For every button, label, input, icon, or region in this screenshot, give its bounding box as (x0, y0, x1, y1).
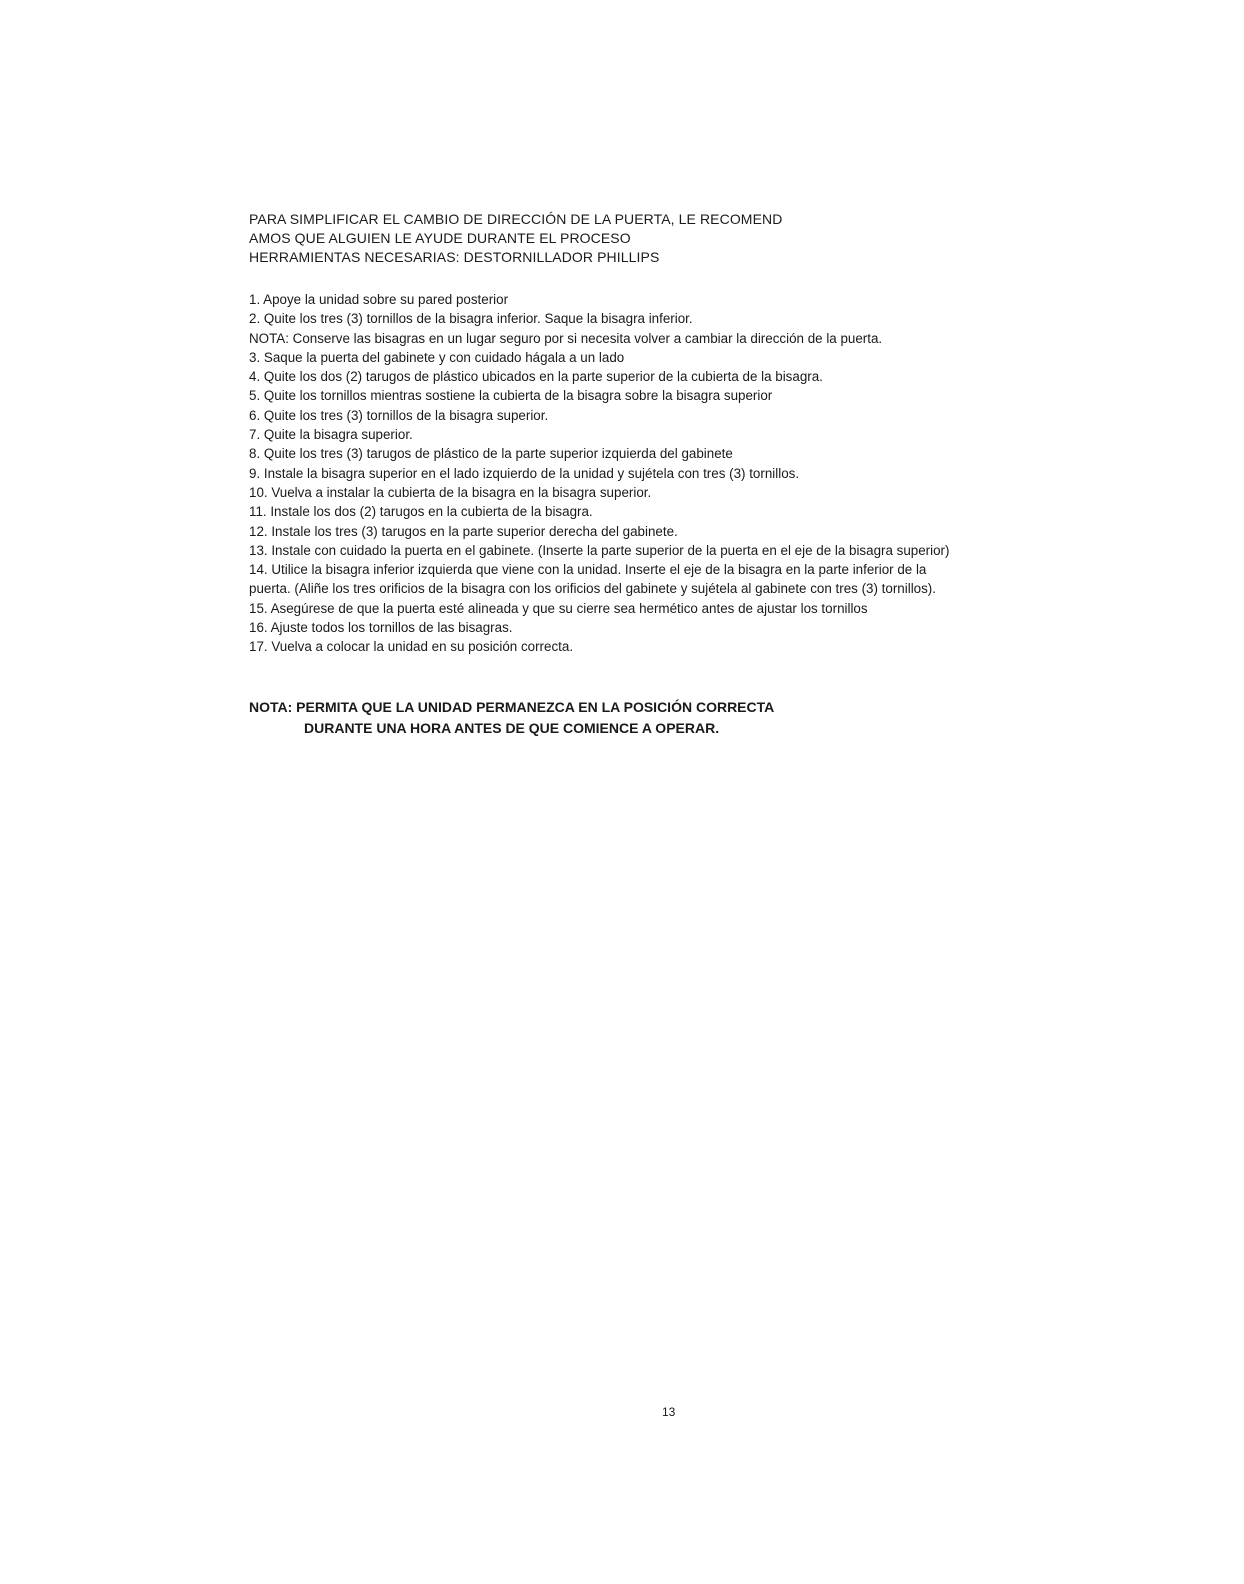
list-item: 14. Utilice la bisagra inferior izquierda que viene con la unidad. Inserte el eje de la bisagra en la parte inferior de la (249, 562, 927, 578)
list-item: 11. Instale los dos (2) tarugos en la cubierta de la bisagra. (249, 504, 593, 520)
list-item: 17. Vuelva a colocar la unidad en su posición correcta. (249, 639, 574, 655)
instructions-heading (249, 210, 1149, 267)
note-line-1: NOTA: PERMITA QUE LA UNIDAD PERMANEZCA EN LA POSICIÓN CORRECTA (249, 699, 775, 715)
list-item: puerta. (Aliñe los tres orificios de la bisagra con los orificios del gabinete y sujétela al gabinete con tres (3) tornillos). (249, 581, 936, 597)
heading-line-1: PARA SIMPLIFICAR EL CAMBIO DE DIRECCIÓN DE LA PUERTA, LE RECOMEND (249, 211, 783, 227)
list-item: 6. Quite los tres (3) tornillos de la bisagra superior. (249, 407, 549, 423)
heading-line-2: AMOS QUE ALGUIEN LE AYUDE DURANTE EL PROCESO (249, 230, 631, 246)
list-item: 4. Quite los dos (2) tarugos de plástico ubicados en la parte superior de la cubierta de la bisagra. (249, 369, 823, 385)
final-note (249, 697, 1149, 739)
heading-line-3: HERRAMIENTAS NECESARIAS: DESTORNILLADOR PHILLIPS (249, 249, 660, 265)
list-item: 10. Vuelva a instalar la cubierta de la bisagra en la bisagra superior. (249, 484, 652, 500)
list-item: 7. Quite la bisagra superior. (249, 427, 413, 443)
list-item: 16. Ajuste todos los tornillos de las bisagras. (249, 620, 513, 636)
note-line-2: DURANTE UNA HORA ANTES DE QUE COMIENCE A OPERAR. (304, 720, 720, 736)
list-item: 13. Instale con cuidado la puerta en el gabinete. (Inserte la parte superior de la puerta en el eje de la bisagra superior) (249, 542, 950, 558)
list-item: 5. Quite los tornillos mientras sostiene la cubierta de la bisagra sobre la bisagra superior (249, 388, 773, 404)
list-item: 1. Apoye la unidad sobre su pared posterior (249, 292, 509, 307)
steps-list (249, 290, 1129, 657)
list-item: 8. Quite los tres (3) tarugos de plástico de la parte superior izquierda del gabinete (249, 446, 733, 462)
list-item: 3. Saque la puerta del gabinete y con cuidado hágala a un lado (249, 349, 625, 365)
list-item: 12. Instale los tres (3) tarugos en la parte superior derecha del gabinete. (249, 523, 678, 539)
list-item: 2. Quite los tres (3) tornillos de la bisagra inferior. Saque la bisagra inferior. (249, 311, 693, 327)
list-item: 15. Asegúrese de que la puerta esté alineada y que su cierre sea hermético antes de ajustar los tornillos (249, 600, 868, 616)
page-number: 13 (662, 1405, 676, 1419)
list-item: NOTA: Conserve las bisagras en un lugar seguro por si necesita volver a cambiar la dirección de la puerta. (249, 330, 883, 346)
list-item: 9. Instale la bisagra superior en el lado izquierdo de la unidad y sujétela con tres (3) tornillos. (249, 465, 800, 481)
